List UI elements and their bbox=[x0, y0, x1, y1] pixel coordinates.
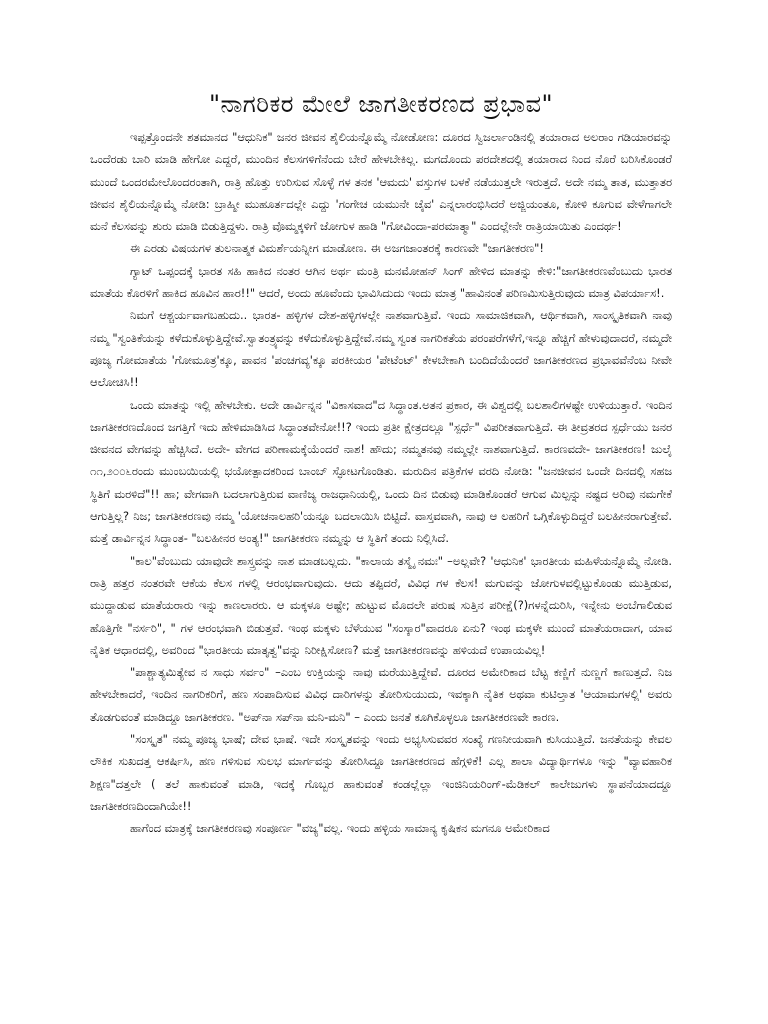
paragraph-time: "ಕಾಲ"ವೆಂಬುದು ಯಾವುದೇ ಶಾಸ್ತ್ರವನ್ನು ನಾಶ ಮಾಡಬಲ್ಲದು. "ಕಾಲಾಯ ತಸ್ಮೈ ನಮಃ" –ಅಲ್ಲವೇ? 'ಆಧುನಿಕ' ಭಾರತೀಯ ಮಹಿಳೆಯನ್ನೊಮ್ಮೆ ನೋಡಿ. ರಾತ್ರಿ ಹತ್ತರ ನಂತರವೇ ಆಕೆಯ ಕೆಲಸ ಗಳಲ್ಲಿ ಆರಂಭವಾಗುವುದು. ಆದು ತಪ್ಪಿದರೆ, ವಿವಿಧ ಗಳ ಕೆಲಸ! ಮಗುವನ್ನು ಜೋಗುಳವಲ್ಲಿಟ್ಟುಕೊಂಡು ಮುತ್ತಿಡುವ, ಮುದ್ದಾಡುವ ಮಾತೆಯರಾರು ಇನ್ನು ಕಾಣಲಾರರು. ಆ ಮಕ್ಕಳೂ ಅಷ್ಟೇ; ಹುಟ್ಟುವ ಮೊದಲೇ ಪರುಷ ಸುತ್ತಿನ ಪರೀಕ್ಷೆ(?)ಗಳನ್ನೆದುರಿಸಿ, ಇನ್ನೇನು ಅಂಬೆಗಾಲಿಡುವ ಹೊತ್ತಿಗೇ "ನರ್ಸರಿ", " ಗಳ ಆರಂಭವಾಗಿ ಬಿಡುತ್ತವೆ. ಇಂಥ ಮಕ್ಕಳು ಬೆಳೆಯುವ "ಸಂಸ್ಕಾರ"ವಾದರೂ ಏನು? ಇಂಥ ಮಕ್ಕಳೇ ಮುಂದೆ ಮಾತೆಯರಾದಾಗ, ಯಾವ ನೈತಿಕ ಆಧಾರದಲ್ಲಿ, ಅವರಿಂದ "ಭಾರತೀಯ ಮಾತೃತ್ವ"ವನ್ನು ನಿರೀಕ್ಷಿಸೋಣ? ಮತ್ತೆ ಜಾಗತೀಕರಣವನ್ನು ಹಳಿಯದೆ ಉಪಾಯವಿಲ್ಲ! bbox=[90, 553, 672, 657]
paragraph-gatt: ಗ್ಯಾಟ್ ಒಪ್ಪಂದಕ್ಕೆ ಭಾರತ ಸಹಿ ಹಾಕಿದ ನಂತರ ಆಗಿನ ಅರ್ಥ ಮಂತ್ರಿ ಮನಮೋಹನ್ ಸಿಂಗ್ ಹೇಳಿದ ಮಾತನ್ನು ಕೇಳಿ:"ಜಾಗತೀಕರಣವೆಂಬುದು ಭಾರತ ಮಾತೆಯ ಕೊರಳಿಗೆ ಹಾಕಿದ ಹೂವಿನ ಹಾರ!!" ಆದರೆ, ಅಂದು ಹೂವೆಂದು ಭಾವಿಸಿದುದು ಇಂದು ಮಾತ್ರ "ಹಾವಿನಂತೆ ಪರಿಣಮಿಸುತ್ತಿರುವುದು ಮಾತ್ರ ವಿಪರ್ಯಾಸ!. bbox=[90, 263, 672, 301]
paragraph-west: "ಪಾಶ್ಚಾತ್ಯಮಿತ್ಯೇವ ನ ಸಾಧು ಸರ್ವಂ" –ಎಂಬ ಉಕ್ತಿಯನ್ನು ನಾವು ಮರೆಯುತ್ತಿದ್ದೇವೆ. ದೂರದ ಅಮೇರಿಕಾದ ಬೆಟ್ಟ ಕಣ್ಣಿಗೆ ನುಣ್ಣಗೆ ಕಾಣುತ್ತದೆ. ನಿಜ ಹೇಳಬೇಕಾದರೆ, ಇಂದಿನ ನಾಗರಿಕರಿಗೆ, ಹಣ ಸಂಪಾದಿಸುವ ವಿವಿಧ ದಾರಿಗಳನ್ನು ತೋರಿಸುಯುದು, ಇವಕ್ಕಾಗಿ ನೈತಿಕ ಅಥವಾ ಕುಟಿಲ್ತಾತ 'ಆಯಾಮಗಳಲ್ಲಿ' ಅವರು ತೊಡಗುವಂತೆ ಮಾಡಿದ್ದೂ ಜಾಗತೀಕರಣ. "ಅಪ್‌ನಾ ಸಪ್‌ನಾ ಮನಿ-ಮನಿ" – ಎಂದು ಜನತೆ ಕೂಗಿಕೊಳ್ಳಲೂ ಜಾಗತೀಕರಣವೇ ಕಾರಣ. bbox=[90, 665, 672, 724]
document-title: "ನಾಗರಿಕರ ಮೇಲೆ ಜಾಗತೀಕರಣದ ಪ್ರಭಾವ" bbox=[208, 90, 554, 118]
document-body bbox=[90, 126, 672, 840]
paragraph-sanskrit: "ಸಂಸ್ಕೃತ" ನಮ್ಮ ಪೂಜ್ಯ ಭಾಷೆ; ದೇವ ಭಾಷೆ. ಇದೇ ಸಂಸ್ಕೃತವನ್ನು ಇಂದು ಅಭ್ಯಸಿಸುವವರ ಸಂಖ್ಯೆ ಗಣನೀಯವಾಗಿ ಕುಸಿಯುತ್ತಿದೆ. ಜನತೆಯನ್ನು ಕೇವಲ ಲೌಕಿಕ ಸುಖದತ್ತ ಆಕರ್ಷಿಸಿ, ಹಣ ಗಳಿಸುವ ಸುಲಭ ಮಾರ್ಗವನ್ನು ತೋರಿಸಿದ್ದೂ ಜಾಗತೀಕರಣದ ಹೆಗ್ಗಳಿಕೆ! ಎಲ್ಲ ಶಾಲಾ ವಿದ್ಯಾರ್ಥಿಗಳೂ ಇನ್ನು "ವ್ಯಾವಹಾರಿಕ ಶಿಕ್ಷಣ"ದತ್ತಲೇ ( ತಲೆ ಹಾಕುವಂತೆ ಮಾಡಿ, ಇದಕ್ಕೆ ಗೊಬ್ಬರ ಹಾಕುವಂತೆ ಕಂಡಲ್ಲೆಲ್ಲಾ ಇಂಜಿನಿಯರಿಂಗ್-ಮೆಡಿಕಲ್ ಕಾಲೇಜುಗಳು ಸ್ಥಾಪನೆಯಾದದ್ದೂ ಜಾಗತೀಕರಣದಿಂದಾಗಿಯೇ!! bbox=[90, 732, 672, 813]
paragraph-villages: ನಿಮಗೆ ಆಶ್ಚರ್ಯವಾಗಬಹುದು.. ಭಾರತ- ಹಳ್ಳಿಗಳ ದೇಶ-ಹಳ್ಳಿಗಳಲ್ಲೇ ನಾಶವಾಗುತ್ತಿವೆ. ಇಂದು ಸಾಮಾಜಿಕವಾಗಿ, ಆರ್ಥಿಕವಾಗಿ, ಸಾಂಸ್ಕೃತಿಕವಾಗಿ ನಾವು ನಮ್ಮ "ಸ್ವಂತಿಕೆಯನ್ನು ಕಳೆದುಕೊಳ್ಳುತ್ತಿದ್ದೇವೆ.ಸ್ವಾತಂತ್ರ್ಯವನ್ನು ಕಳೆದುಕೊಳ್ಳುತ್ತಿದ್ದೇವೆ.ನಮ್ಮ ಸ್ವಂತ ನಾಗರಿಕತೆಯ ಪರಂಪರೆಗಳೆಗೆ,ಇನ್ನೂ ಹೆಚ್ಚಿಗೆ ಹೇಳುವುದಾದರೆ, ನಮ್ಮದೇ ಪೂಜ್ಯ ಗೋಮಾತೆಯ 'ಗೋಮೂತ್ರ'ಕ್ಕೂ, ಪಾವನ 'ಪಂಚಗವ್ಯ'ಕ್ಕೂ ಪರಕೀಯರ 'ಪೇಟೆಂಟ್' ಕೇಳಬೇಕಾಗಿ ಬಂದಿದೆಯೆಂದರೆ ಜಾಗತೀಕರಣದ ಪ್ರಭಾವವೆನೆಂಬ ನೀವೇ ಆಲೋಚಿಸಿ!! bbox=[90, 308, 672, 390]
paragraph-intro: ಇಪ್ಪತ್ತೊಂದನೇ ಶತಮಾನದ "ಆಧುನಿಕ" ಜನರ ಜೀವನ ಶೈಲಿಯನ್ನೊಮ್ಮೆ ನೋಡೋಣ: ದೂರದ ಸ್ವಿಜರ್ಲಾಂಡಿನಲ್ಲಿ ತಯಾರಾದ ಅಲರಾಂ ಗಡಿಯಾರವನ್ನು ಒಂದೆರಡು ಬಾರಿ ಮಾಡಿ ಹೇಗೋ ಎದ್ದರೆ, ಮುಂದಿನ ಕೆಲಸಗಳಿಗೆನೆಂದು ಬೇರೆ ಹೇಳಬೇಕಿಲ್ಲ. ಮಗದೊಂದು ಪರದೇಶದಲ್ಲಿ ತಯಾರಾದ ನಿಂದ ನೊರೆ ಬರಿಸಿಕೊಂಡರೆ ಮುಂದೆ ಒಂದರಮೇಲೊಂದರಂತಾಗಿ, ರಾತ್ರಿ ಹೊತ್ತು ಉರಿಸುವ ಸೊಳ್ಳೆ ಗಳ ತನಕ 'ಆಮದು' ವಸ್ತುಗಳ ಬಳಕೆ ನಡೆಯುತ್ತಲೇ ಇರುತ್ತದೆ. ಅದೇ ನಮ್ಮ ತಾತ, ಮುತ್ತಾತರ ಜೀವನ ಶೈಲಿಯನ್ನೊಮ್ಮೆ ನೋಡಿ: ಬ್ರಾಹ್ಮೀ ಮುಹೂರ್ತದಲ್ಲೇ ಎದ್ದು 'ಗಂಗೇಚ ಯಮುನೇ ಚೈವ' ಎನ್ನಲಾರಂಭಿಸಿದರೆ ಅಜ್ಜಿಯಂತೂ, ಕೋಳಿ ಕೂಗುವ ವೇಳೆಗಾಗಲೇ ಮನೆ ಕೆಲಸವನ್ನು ಶುರು ಮಾಡಿ ಬಿಡುತ್ತಿದ್ದಳು. ರಾತ್ರಿ ವೊಮ್ಮಕ್ಕಳಿಗೆ ಜೋಗುಳ ಹಾಡಿ "ಗೋವಿಂದಾ-ಪರಮಾತ್ಮಾ" ಎಂದಲ್ಲೇನೇ ರಾತ್ರಿಯಾಯಿತು ಎಂದರ್ಥ! bbox=[90, 130, 672, 234]
paragraph-closing: ಹಾಗೆಂದ ಮಾತ್ರಕ್ಕೆ ಜಾಗತೀಕರಣವು ಸಂಪೂರ್ಣ "ವಜ್ಯ"ವಲ್ಲ. ಇಂದು ಹಳ್ಳಿಯ ಸಾಮಾನ್ಯ ಕೃಷಿಕನ ಮಗನೂ ಅಮೇರಿಕಾದ bbox=[130, 821, 550, 836]
paragraph-darwin: ಒಂದು ಮಾತನ್ನು ಇಲ್ಲಿ ಹೇಳಬೇಕು. ಅದೇ ಡಾರ್ವಿನ್ನನ "ವಿಕಾಸವಾದ"ದ ಸಿದ್ಧಾಂತ.ಅತನ ಪ್ರಕಾರ, ಈ ವಿಶ್ವದಲ್ಲಿ ಬಲಶಾಲಿಗಳಷ್ಟೇ ಉಳಿಯುತ್ತಾರೆ. ಇಂದಿನ ಜಾಗತೀಕರಣದೊಂದ ಜಗತ್ತಿಗೆ ಇದು ಹೇಳಿಮಾಡಿಸಿದ ಸಿದ್ಧಾಂತವೇನೋ!!? ಇಂದು ಪ್ರತೀ ಕ್ಷೇತ್ರದಲ್ಲೂ "ಸ್ಪರ್ಧೆ" ವಿಪರೀತವಾಗುತ್ತಿದೆ. ಈ ತೀವ್ರತರದ ಸ್ಪರ್ಧೆಯು ಜನರ ಜೀವನದ ವೇಗವನ್ನು ಹೆಚ್ಚಿಸಿದೆ. ಅದೇ- ವೇಗದ ಪರಿಣಾಮಕ್ಕೆಯೆಂದರೆ ನಾಶ! ಹೌದು; ನಮ್ಮತನವು ನಮ್ಮಲ್ಲೇ ನಾಶವಾಗುತ್ತಿದೆ. ಕಾರಣವದೇ- ಜಾಗತೀಕರಣ! ಜುಲೈ ೧೧,೨೦೦೬ರಂದು ಮುಂಬಯಿಯಲ್ಲಿ ಭಯೋತ್ಪಾದಕರಿಂದ ಬಾಂಬ್ ಸ್ಫೋಟಗೊಂಡಿತು. ಮರುದಿನ ಪತ್ರಿಕೆಗಳ ವರದಿ ನೋಡಿ: "ಜನಜೀವನ ಒಂದೇ ದಿನದಲ್ಲಿ ಸಹಜ ಸ್ಥಿತಿಗೆ ಮರಳಿದೆ"!! ಹಾ; ವೇಗವಾಗಿ ಬದಲಾಗುತ್ತಿರುವ ವಾಣಿಜ್ಯ ರಾಜಧಾನಿಯಲ್ಲಿ, ಒಂದು ದಿನ ಬಿಡುವು ಮಾಡಿಕೊಂಡರೆ ಆಗುವ ಮಿಲ್ಪನ್ನು ನಷ್ಟದ ಅರಿವು ನಮಗೇಕೆ ಆಗುತ್ತಿಲ್ಲ? ನಿಜ; ಜಾಗತೀಕರಣವು ನಮ್ಮ 'ಯೋಚನಾಲಹರಿ'ಯನ್ನೂ ಬದಲಾಯಿಸಿ ಬಿಟ್ಟಿದೆ. ವಾಸ್ತವವಾಗಿ, ನಾವು ಆ ಲಹರಿಗೆ ಒಗ್ಗಿಕೊಳ್ಳುದಿದ್ದರೆ ಬಲಹೀನರಾಗುತ್ತೇವೆ. ಮತ್ತೆ ಡಾರ್ವಿನ್ನನ ಸಿದ್ಧಾಂತ- "ಬಲಹೀನರ ಅಂತ್ಯ!" ಜಾಗತೀಕರಣ ನಮ್ಮನ್ನು ಆ ಸ್ಥಿತಿಗೆ ತಂದು ನಿಲ್ಲಿಸಿದೆ. bbox=[90, 397, 672, 546]
paragraph-comparison: ಈ ಎರಡು ವಿಷಯಗಳ ತುಲನಾತ್ಮಕ ವಿಮರ್ಶೆಯನ್ನೀಗ ಮಾಡೋಣ. ಈ ಅಜಗಜಾಂತರಕ್ಕೆ ಕಾರಣವೇ "ಜಾಗತೀಕರಣ"! bbox=[130, 241, 544, 256]
